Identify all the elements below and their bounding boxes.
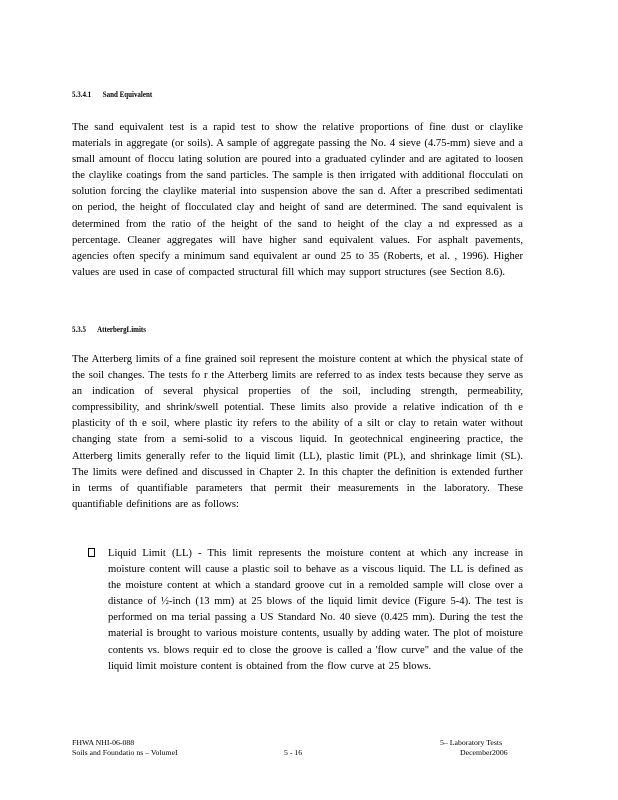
paragraph-sand-equivalent: The sand equivalent test is a rapid test to show the relative proportions of fine dust or claylike materials in aggregate (or soils). A sample of aggregate passing the No. 4 sieve (4.75-mm) sieve and a small amount of floccu lating solution are poured into a graduated cylinder and are agitated to loosen the claylike coatings from the sand particles. The sample is then irrigated with additional flocculati on solution forcing the claylike material into suspension above the san d. After a prescribed sedimentati on period, the height of flocculated clay and height of sand are determined. The sand equivalent is determined from the ratio of the height of the sand to height of the clay a nd expressed as a percentage. Cleaner aggregates will have higher sand equivalent values. For asphalt pavements, agencies often specify a minimum sand equivalent ar ound 25 to 35 (Roberts, et al. , 1996). Higher values are used in case of compacted structural fill which may support structures (see Section 8.6).	[72, 122, 523, 278]
section-title: AtterbergLimits	[97, 324, 146, 334]
footer-chapter: 5– Laboratory Tests	[440, 738, 503, 747]
footer-date: December2006	[460, 748, 508, 757]
footer-left	[72, 738, 178, 758]
paragraph-atterberg-limits: The Atterberg limits of a fine grained soil represent the moisture content at which the physical state of the soil changes. The tests fo r the Atterberg limits are referred to as index tests because they serve as an indication of several physical properties of the soil, including strength, permeability, compressibility, and shrink/swell potential. These limits also provide a relative indication of th e plasticity of th e soil, where plastic ity refers to the ability of a silt or clay to retain water without changing state from a semi-solid to a viscous liquid. In geotechnical engineering practice, the Atterberg limits generally refer to the liquid limit (LL), plastic limit (PL), and shrinkage limit (SL). The limits were defined and discussed in Chapter 2. In this chapter the definition is extended further in terms of quantifiable parameters that permit their measurements in the laboratory. These quantifiable definitions are as follows:	[72, 354, 523, 510]
footer-page-number: 5 - 16	[284, 748, 303, 757]
footer-volume-title: Soils and Foundatio ns – VolumeI	[72, 748, 178, 757]
footer-right	[440, 738, 508, 758]
section-number: 5.3.5	[72, 324, 86, 334]
section-heading-atterberg-limits	[72, 324, 146, 334]
section-number: 5.3.4.1	[72, 89, 92, 99]
section-title: Sand Equivalent	[102, 89, 153, 99]
bullet-text: Liquid Limit (LL) - This limit represents the moisture content at which any increase in moisture content will cause a plastic soil to behave as a viscous liquid. The LL is defined as the moisture content at which a standard groove cut in a remolded sample will close over a distance of ½-inch (13 mm) at 25 blows of the liquid limit device (Figure 5-4). The test is performed on ma terial passing a US Standard No. 40 sieve (0.425 mm). During the test the material is brought to various moisture contents, usually by adding water. The plot of moisture contents vs. blows requir ed to close the groove is called a 'flow curve" and the value of the liquid limit moisture content is obtained from the flow curve at 25 blows.	[108, 548, 523, 672]
bullet-box-icon	[88, 548, 95, 557]
section-heading-sand-equivalent	[72, 89, 152, 99]
footer-report-number: FHWA NHI-06-088	[72, 738, 135, 747]
